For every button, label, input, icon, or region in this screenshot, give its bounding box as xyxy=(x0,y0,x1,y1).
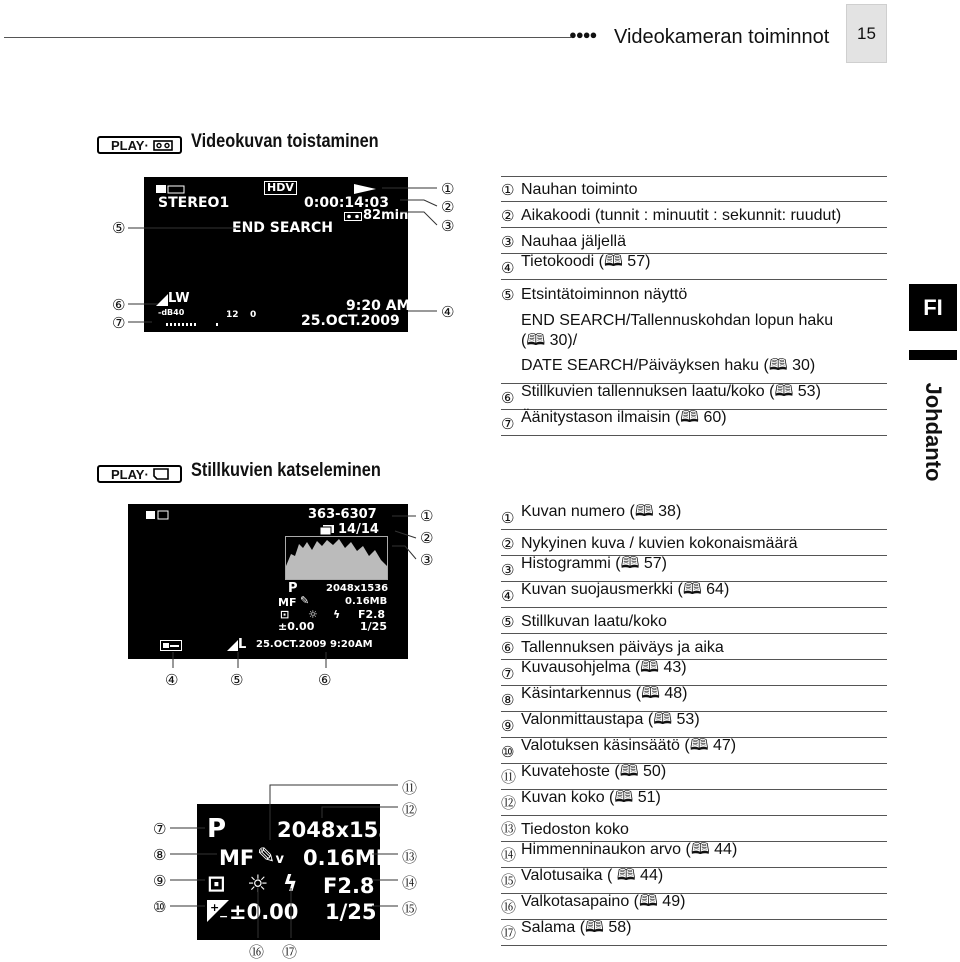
legend-item: ③ Nauhaa jäljellä xyxy=(501,228,887,254)
page-number: 15 xyxy=(846,4,887,63)
legend-item: ⑬ Tiedoston koko xyxy=(501,816,887,842)
callout-3: ③ xyxy=(441,218,455,235)
language-tab: FI xyxy=(909,284,957,331)
callout-1: ① xyxy=(420,508,434,525)
detail-flash-icon: ϟ xyxy=(283,872,298,897)
search-mode: END SEARCH xyxy=(232,220,334,236)
callout-8: ⑧ xyxy=(153,847,167,864)
legend-item: ⑦ Kuvausohjelma (🕮 43) xyxy=(501,660,887,686)
legend-item: ⑤ Stillkuvan laatu/koko xyxy=(501,608,887,634)
white-balance-icon: ☼ xyxy=(308,608,318,621)
detail-program: P xyxy=(207,814,227,844)
audio-level-12: 12 xyxy=(226,310,239,320)
play-tape-badge: PLAY· xyxy=(97,136,182,154)
shooting-program: P xyxy=(288,581,298,596)
audio-channel: STEREO1 xyxy=(158,195,230,211)
detail-white-balance-icon: ☼ xyxy=(247,870,269,898)
section1-title: Videokuvan toistaminen xyxy=(191,131,379,152)
legend-item: ⑪ Kuvatehoste (🕮 50) xyxy=(501,764,887,790)
callout-10: ⑩ xyxy=(153,899,167,916)
legend-item: ⑭ Himmenninaukon arvo (🕮 44) xyxy=(501,842,887,868)
detail-metering-icon: ⊡ xyxy=(207,872,226,897)
still-quality: L xyxy=(238,637,247,652)
image-count: 14/14 xyxy=(338,522,379,537)
audio-level-label: -dB40 xyxy=(158,308,185,317)
file-size: 0.16MB xyxy=(345,596,388,607)
detail-focus: MF xyxy=(219,846,255,870)
callout-7: ⑦ xyxy=(153,821,167,838)
legend-item: ④ Kuvan suojausmerkki (🕮 64) xyxy=(501,582,887,608)
legend-still-playback xyxy=(501,504,887,946)
legend-item: ① Kuvan numero (🕮 38) xyxy=(501,504,887,530)
detail-shutter: 1/25 xyxy=(325,900,377,924)
legend-item: ⑦ Äänitystason ilmaisin (🕮 60) xyxy=(501,410,887,436)
section-tab-label: Johdanto xyxy=(921,382,946,482)
legend-item: ② Aikakoodi (tunnit : minuutit : sekunnit: ruudut) xyxy=(501,202,887,228)
section2-title: Stillkuvien katseleminen xyxy=(191,460,381,481)
callout-1: ① xyxy=(441,181,455,198)
callout-11: ⑪ xyxy=(402,780,418,797)
legend-item: ⑧ Käsintarkennus (🕮 48) xyxy=(501,686,887,712)
callout-13: ⑬ xyxy=(402,849,418,866)
timecode: 0:00:14:03 xyxy=(304,195,389,211)
page-title: Videokameran toiminnot xyxy=(614,26,830,48)
callout-2: ② xyxy=(420,530,434,547)
callout-3: ③ xyxy=(420,552,434,569)
detail-image-effect-icon: ✎v xyxy=(257,844,284,869)
legend-item: ⑰ Salama (🕮 58) xyxy=(501,920,887,946)
flash-icon: ϟ xyxy=(333,608,341,621)
legend-item: ⑥ Tallennuksen päiväys ja aika xyxy=(501,634,887,660)
callout-17: ⑰ xyxy=(282,944,298,961)
play-card-badge: PLAY· xyxy=(97,465,182,483)
callout-2: ② xyxy=(441,199,455,216)
legend-item: ④ Tietokoodi (🕮 57) xyxy=(501,254,887,280)
header-dots: ●●●● xyxy=(569,27,597,42)
detail-file-size: 0.16MB xyxy=(303,846,392,870)
still-quality: LW xyxy=(168,291,190,306)
callout-15: ⑮ xyxy=(402,901,418,918)
record-date: 25.OCT.2009 xyxy=(301,313,400,329)
file-number: 363-6307 xyxy=(308,507,377,522)
record-time: 9:20 AM xyxy=(346,298,411,314)
focus-mode: MF xyxy=(278,596,297,609)
legend-item: ③ Histogrammi (🕮 57) xyxy=(501,556,887,582)
svg-text:+: + xyxy=(210,901,220,914)
legend-item: ⑥ Stillkuvien tallennuksen laatu/koko (🕮 53) xyxy=(501,384,887,410)
metering-icon: ⊡ xyxy=(280,608,290,621)
legend-item: ⑩ Valotuksen käsinsäätö (🕮 47) xyxy=(501,738,887,764)
audio-level-0: 0 xyxy=(250,310,257,320)
image-effect-icon: ✎ xyxy=(300,594,310,607)
detail-image-size: 2048x1536 xyxy=(277,818,408,842)
legend-item: ⑤ Etsintätoiminnon näyttö xyxy=(501,286,688,304)
legend-item: ⑮ Valotusaika ( 🕮 44) xyxy=(501,868,887,894)
callout-9: ⑨ xyxy=(153,873,167,890)
callout-6: ⑥ xyxy=(112,297,126,314)
callout-12: ⑫ xyxy=(402,802,418,819)
callout-14: ⑭ xyxy=(402,875,418,892)
svg-text:−: − xyxy=(219,910,229,922)
legend-item-continued: END SEARCH/Tallennuskohdan lopun haku xyxy=(521,312,834,329)
hdv-label: HDV xyxy=(264,181,297,195)
callout-4: ④ xyxy=(441,304,455,321)
aperture: F2.8 xyxy=(358,608,386,621)
legend-item: ⑨ Valonmittaustapa (🕮 53) xyxy=(501,712,887,738)
callout-16: ⑯ xyxy=(249,944,265,961)
callout-5: ⑤ xyxy=(112,220,126,237)
tape-remaining: 82min xyxy=(363,208,409,223)
exposure-comp: ±0.00 xyxy=(278,620,315,633)
callout-6: ⑥ xyxy=(318,672,332,689)
callout-4: ④ xyxy=(165,672,179,689)
record-datetime: 25.OCT.2009 9:20AM xyxy=(256,639,373,650)
legend-item: ① Nauhan toiminto xyxy=(501,176,887,202)
detail-aperture: F2.8 xyxy=(323,874,375,898)
callout-5: ⑤ xyxy=(230,672,244,689)
legend-item-continued: DATE SEARCH/Päiväyksen haku (🕮 30) xyxy=(501,358,887,384)
legend-item: ② Nykyinen kuva / kuvien kokonaismäärä xyxy=(501,530,887,556)
shutter-speed: 1/25 xyxy=(360,620,387,633)
detail-exposure: ±0.00 xyxy=(229,900,299,924)
image-size: 2048x1536 xyxy=(326,583,389,594)
legend-item: ⑯ Valkotasapaino (🕮 49) xyxy=(501,894,887,920)
legend-item-continued: (🕮 30)/ xyxy=(521,332,578,349)
legend-item: ⑫ Kuvan koko (🕮 51) xyxy=(501,790,887,816)
callout-7: ⑦ xyxy=(112,315,126,332)
